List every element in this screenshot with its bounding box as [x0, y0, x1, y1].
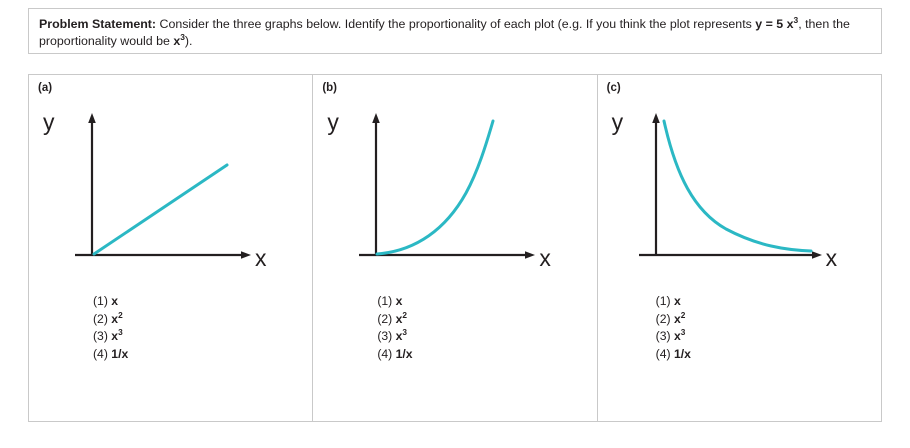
- problem-statement-text: [39, 16, 871, 50]
- option-b-1[interactable]: [377, 293, 412, 311]
- option-a-1-value: x: [111, 294, 119, 308]
- option-b-4[interactable]: [377, 346, 412, 364]
- options-list-a: [93, 293, 128, 363]
- option-c-4-value: 1/x: [673, 346, 691, 361]
- option-a-4-value: 1/x: [111, 346, 129, 361]
- option-b-4-number: (4): [377, 346, 393, 361]
- option-b-3[interactable]: [377, 328, 412, 346]
- option-b-2-value: $x^2$: [395, 309, 408, 326]
- problem-statement-box: [28, 8, 882, 54]
- option-b-2-exponent: 2: [402, 309, 408, 320]
- y-axis-label-a: y: [43, 109, 55, 135]
- example-equation-exponent: 3: [793, 14, 799, 25]
- option-b-2-number: (2): [377, 311, 393, 326]
- option-b-2[interactable]: [377, 311, 412, 329]
- option-c-3[interactable]: [656, 328, 691, 346]
- option-c-4[interactable]: [656, 346, 691, 364]
- problem-statement-label: Problem Statement:: [39, 17, 157, 31]
- option-c-2-exponent: 2: [680, 309, 686, 320]
- answer-variable: [173, 31, 185, 48]
- option-a-3-exponent: 3: [118, 326, 123, 337]
- option-c-2[interactable]: [656, 311, 691, 329]
- option-b-3-number: (3): [377, 329, 393, 343]
- x-axis-label-b: x: [539, 245, 551, 271]
- option-a-3[interactable]: [93, 328, 128, 346]
- option-b-1-number: (1): [377, 294, 393, 308]
- graph-panels-container: [28, 74, 882, 422]
- option-b-1-value: x: [395, 294, 403, 308]
- option-a-4[interactable]: [93, 346, 128, 364]
- plot-graph-c: [606, 103, 841, 293]
- option-b-3-exponent: 3: [402, 326, 408, 337]
- graph-panel-a: [29, 75, 312, 421]
- option-a-3-value: $x^3$: [111, 326, 123, 343]
- option-a-2-value: $x^2$: [111, 309, 123, 326]
- option-c-1-value: x: [673, 294, 681, 308]
- options-list-b: [377, 293, 412, 363]
- option-c-3-number: (3): [655, 329, 671, 343]
- option-c-2-value: $x^2$: [673, 309, 686, 326]
- x-axis-label-c: x: [825, 245, 838, 271]
- option-c-4-number: (4): [655, 346, 671, 361]
- option-c-2-number: (2): [655, 311, 671, 326]
- panel-label-a: (a): [38, 82, 53, 94]
- option-a-2-number: (2): [93, 311, 108, 326]
- option-a-4-number: (4): [93, 346, 108, 361]
- option-c-3-exponent: 3: [680, 326, 686, 337]
- y-axis-label-b: y: [327, 109, 339, 135]
- y-axis-label-c: y: [611, 109, 624, 135]
- option-c-1-number: (1): [655, 294, 671, 308]
- x-axis-label-a: x: [255, 245, 267, 271]
- option-a-3-number: (3): [93, 329, 108, 343]
- option-a-2-exponent: 2: [118, 309, 123, 320]
- option-a-1[interactable]: [93, 293, 128, 311]
- panel-label-c: (c): [606, 82, 621, 94]
- graph-panel-c: [597, 75, 881, 421]
- panel-label-b: (b): [322, 82, 338, 94]
- option-c-3-value: $x^3$: [673, 326, 686, 343]
- option-a-2[interactable]: [93, 311, 128, 329]
- example-equation-text: y = 5 x: [755, 17, 794, 31]
- options-list-c: [656, 293, 691, 363]
- problem-statement-body-2: , then the proportionality would be: [39, 17, 850, 48]
- plot-graph-a: [37, 103, 267, 293]
- plot-graph-b: [321, 103, 551, 293]
- problem-statement-body-3: ).: [184, 34, 193, 48]
- answer-variable-text: x: [173, 34, 181, 48]
- option-c-1[interactable]: [656, 293, 691, 311]
- option-b-4-value: 1/x: [395, 346, 413, 361]
- option-a-1-number: (1): [93, 294, 108, 308]
- graph-panel-b: [312, 75, 596, 421]
- option-b-3-value: $x^3$: [395, 326, 408, 343]
- example-equation: [755, 14, 799, 31]
- problem-statement-body-1: Consider the three graphs below. Identify the proportionality of each plot (e.g. If you think the plot represents: [156, 17, 756, 31]
- answer-variable-exponent: 3: [180, 31, 185, 42]
